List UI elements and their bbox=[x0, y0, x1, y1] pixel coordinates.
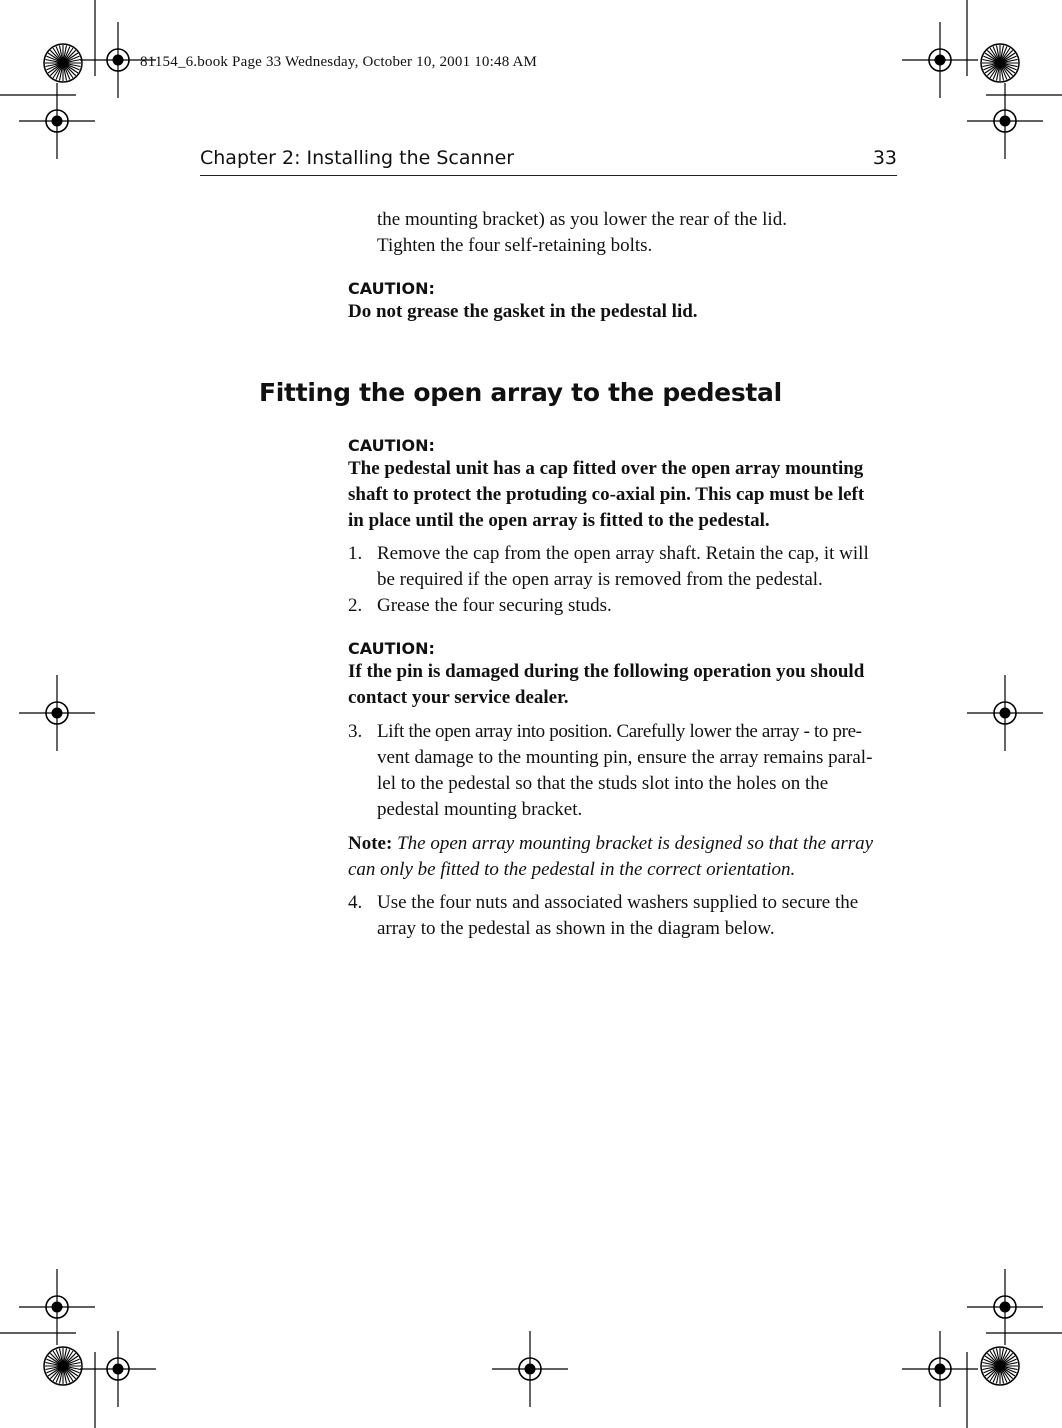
step-line: array to the pedestal as shown in the diagram below. bbox=[377, 918, 775, 939]
step-line: Remove the cap from the open array shaft. Retain the cap, it will bbox=[377, 543, 869, 564]
caution-text-line: If the pin is damaged during the following operation you should bbox=[348, 661, 865, 682]
caution-text-line: in place until the open array is fitted to the pedestal. bbox=[348, 510, 770, 531]
print-slug: 81154_6.book Page 33 Wednesday, October 10, 2001 10:48 AM bbox=[140, 54, 538, 70]
step-line: vent damage to the mounting pin, ensure the array remains paral- bbox=[377, 747, 873, 768]
step-number: 3. bbox=[348, 721, 363, 742]
chapter-title: Chapter 2: Installing the Scanner bbox=[200, 147, 515, 169]
step-line: lel to the pedestal so that the studs slot into the holes on the bbox=[377, 773, 829, 794]
note-text-line: can only be fitted to the pedestal in the correct orientation. bbox=[348, 859, 796, 880]
step-number: 4. bbox=[348, 892, 363, 913]
list-item-step-2 bbox=[348, 593, 900, 619]
step-line: pedestal mounting bracket. bbox=[377, 799, 583, 820]
intro-line-2: Tighten the four self-retaining bolts. bbox=[377, 235, 653, 256]
caution-text-line: contact your service dealer. bbox=[348, 687, 569, 708]
caution-label: CAUTION: bbox=[348, 279, 435, 298]
caution-label: CAUTION: bbox=[348, 639, 435, 658]
page-number: 33 bbox=[872, 147, 897, 169]
list-item-step-4 bbox=[348, 890, 900, 942]
step-line: Lift the open array into position. Carefully lower the array - to pre- bbox=[377, 721, 862, 742]
caution-text-line: shaft to protect the protuding co-axial pin. This cap must be left bbox=[348, 484, 865, 505]
caution-label: CAUTION: bbox=[348, 436, 435, 455]
intro-line-1: the mounting bracket) as you lower the rear of the lid. bbox=[377, 209, 787, 230]
step-number: 1. bbox=[348, 543, 363, 564]
list-item-step-1 bbox=[348, 541, 900, 593]
running-header bbox=[200, 147, 897, 176]
list-item-step-3 bbox=[348, 719, 900, 823]
section-heading: Fitting the open array to the pedestal bbox=[259, 378, 782, 407]
step-line: be required if the open array is removed from the pedestal. bbox=[377, 569, 823, 590]
caution-text-line: The pedestal unit has a cap fitted over the open array mounting bbox=[348, 458, 864, 479]
step-line: Grease the four securing studs. bbox=[377, 595, 612, 616]
step-line: Use the four nuts and associated washers supplied to secure the bbox=[377, 892, 859, 913]
step-number: 2. bbox=[348, 595, 363, 616]
note bbox=[348, 831, 873, 857]
note-label: Note: bbox=[348, 833, 393, 854]
note-text: The open array mounting bracket is designed so that the array bbox=[397, 833, 874, 854]
caution-text: Do not grease the gasket in the pedestal lid. bbox=[348, 301, 698, 322]
